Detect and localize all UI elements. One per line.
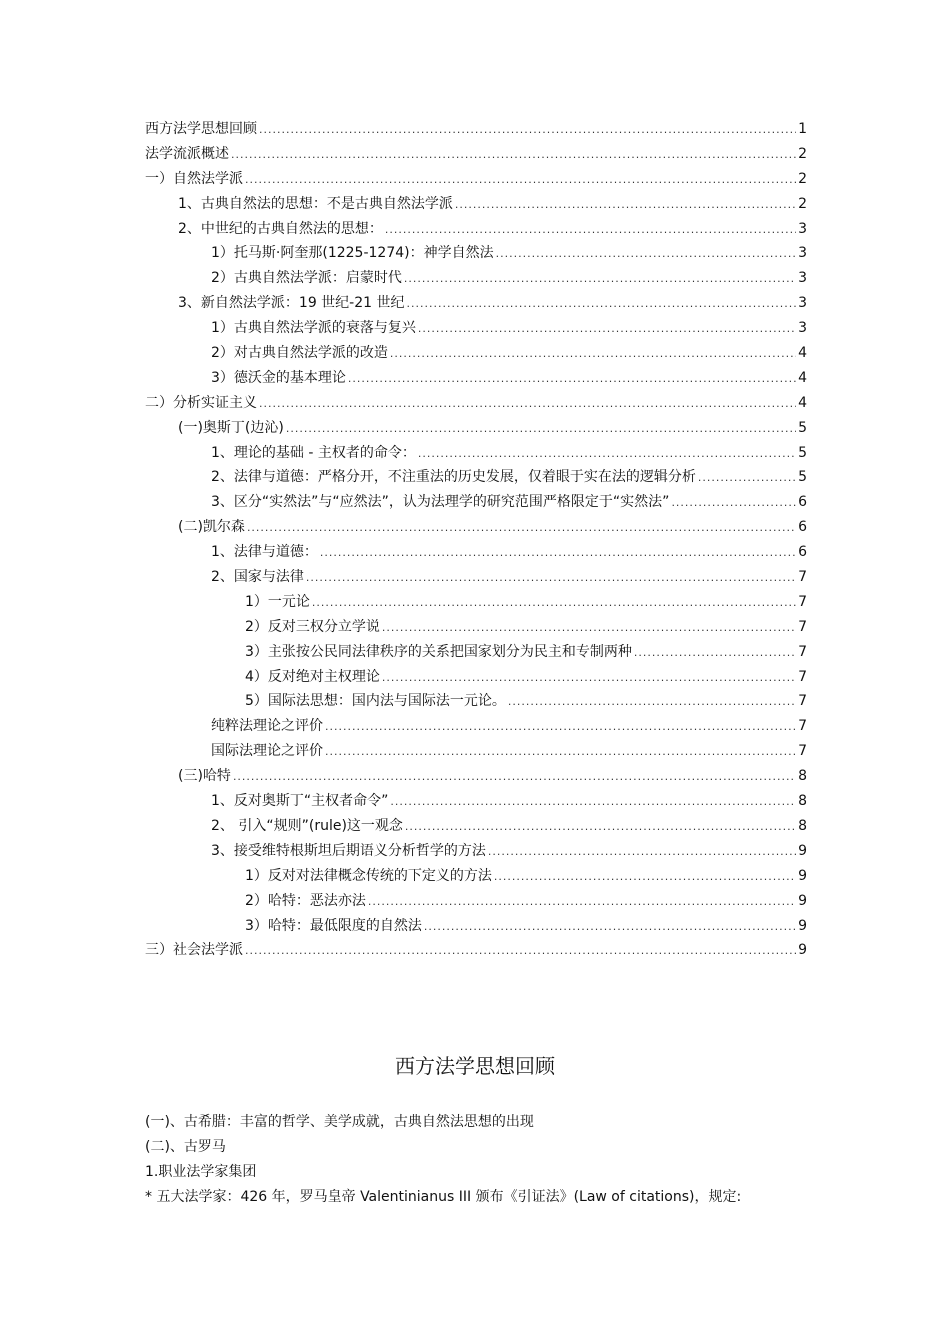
- toc-leader-dots: [368, 890, 796, 915]
- toc-entry[interactable]: [145, 565, 807, 590]
- toc-entry[interactable]: [145, 515, 807, 540]
- toc-entry-text: 二）分析实证主义: [145, 394, 257, 411]
- toc-entry-text: 1）反对对法律概念传统的下定义的方法: [245, 867, 492, 884]
- toc-entry-text: 2、中世纪的古典自然法的思想：: [178, 220, 383, 237]
- toc-entry[interactable]: [145, 789, 807, 814]
- toc-leader-dots: [385, 218, 796, 243]
- toc-leader-dots: [488, 840, 796, 865]
- toc-leader-dots: [494, 865, 796, 890]
- toc-leader-dots: [405, 815, 796, 840]
- toc-entry-text: 西方法学思想回顾: [145, 121, 257, 137]
- toc-leader-dots: [671, 491, 796, 516]
- toc-entry[interactable]: [145, 217, 807, 242]
- toc-page-number: 9: [798, 867, 807, 884]
- toc-entry[interactable]: [145, 316, 807, 341]
- toc-entry[interactable]: [145, 714, 807, 739]
- toc-leader-dots: [382, 666, 796, 691]
- toc-leader-dots: [320, 541, 796, 566]
- toc-leader-dots: [325, 715, 796, 740]
- toc-leader-dots: [245, 939, 796, 964]
- toc-entry-text: 1、反对奥斯丁“主权者命令”: [211, 793, 389, 810]
- toc-page-number: 1: [798, 121, 807, 137]
- toc-page-number: 7: [798, 743, 807, 760]
- paragraph: 1.职业法学家集团: [145, 1164, 257, 1180]
- toc-leader-dots: [455, 193, 796, 218]
- toc-entry[interactable]: [145, 465, 807, 490]
- toc-entry[interactable]: [145, 839, 807, 864]
- toc-page-number: 8: [798, 768, 807, 785]
- toc-page-number: 7: [798, 693, 807, 710]
- toc-entry[interactable]: [145, 366, 807, 391]
- toc-entry-text: 4）反对绝对主权理论: [245, 668, 380, 685]
- toc-page-number: 7: [798, 569, 807, 586]
- toc-entry[interactable]: [145, 590, 807, 615]
- toc-entry[interactable]: [145, 341, 807, 366]
- toc-entry-text: 2、国家与法律: [211, 569, 304, 586]
- toc-page-number: 3: [798, 220, 807, 237]
- toc-page-number: 5: [798, 444, 807, 461]
- toc-entry[interactable]: [145, 441, 807, 466]
- paragraph: (二)、古罗马: [145, 1139, 226, 1155]
- toc-page-number: 2: [798, 170, 807, 187]
- toc-leader-dots: [259, 392, 796, 417]
- paragraph: (一)、古希腊：丰富的哲学、美学成就，古典自然法思想的出现: [145, 1114, 534, 1130]
- toc-entry[interactable]: [145, 665, 807, 690]
- toc-leader-dots: [231, 143, 796, 168]
- toc-leader-dots: [312, 591, 796, 616]
- toc-page-number: 5: [798, 469, 807, 486]
- toc-entry-text: 2）反对三权分立学说: [245, 618, 380, 635]
- toc-page-number: 9: [798, 892, 807, 909]
- toc-leader-dots: [407, 292, 797, 317]
- toc-page-number: 6: [798, 544, 807, 561]
- toc-page-number: 9: [798, 917, 807, 934]
- table-of-contents: [145, 117, 807, 963]
- toc-entry[interactable]: [145, 167, 807, 192]
- toc-page-number: 4: [798, 345, 807, 362]
- toc-page-number: 7: [798, 618, 807, 635]
- toc-leader-dots: [259, 118, 796, 143]
- toc-entry[interactable]: [145, 142, 807, 167]
- toc-page-number: 3: [798, 245, 807, 262]
- toc-leader-dots: [424, 915, 796, 940]
- toc-entry[interactable]: [145, 689, 807, 714]
- toc-page-number: 9: [798, 842, 807, 859]
- toc-page-number: 6: [798, 519, 807, 536]
- toc-entry[interactable]: [145, 490, 807, 515]
- toc-entry-text: 1）一元论: [245, 593, 310, 610]
- toc-entry-text: 1、理论的基础 - 主权者的命令：: [211, 444, 416, 461]
- toc-entry[interactable]: [145, 241, 807, 266]
- toc-entry-text: 5）国际法思想：国内法与国际法一元论。: [245, 693, 506, 710]
- toc-leader-dots: [698, 466, 796, 491]
- toc-page-number: 2: [798, 145, 807, 162]
- toc-page-number: 4: [798, 394, 807, 411]
- toc-entry-text: 国际法理论之评价: [211, 743, 323, 760]
- toc-entry[interactable]: [145, 739, 807, 764]
- toc-entry-text: 2、 引入“规则”(rule)这一观念: [211, 817, 403, 834]
- toc-entry[interactable]: [145, 416, 807, 441]
- toc-leader-dots: [382, 616, 796, 641]
- toc-entry-text: 1、法律与道德：: [211, 544, 318, 561]
- toc-page-number: 4: [798, 369, 807, 386]
- toc-leader-dots: [418, 317, 796, 342]
- toc-entry[interactable]: [145, 291, 807, 316]
- toc-leader-dots: [404, 267, 796, 292]
- toc-entry-text: 一）自然法学派: [145, 170, 243, 187]
- toc-entry-text: 2）哈特：恶法亦法: [245, 892, 366, 909]
- toc-leader-dots: [348, 367, 796, 392]
- toc-entry[interactable]: [145, 814, 807, 839]
- paragraph: * 五大法学家：426 年，罗马皇帝 Valentinianus III 颁布《引证法》(Law of citations)，规定:: [145, 1189, 742, 1205]
- toc-entry[interactable]: [145, 117, 807, 142]
- toc-entry[interactable]: [145, 391, 807, 416]
- toc-leader-dots: [306, 566, 796, 591]
- toc-leader-dots: [418, 442, 796, 467]
- body-text: [145, 1110, 807, 1210]
- toc-entry[interactable]: [145, 615, 807, 640]
- toc-page-number: 5: [798, 419, 807, 436]
- toc-entry-text: (三)哈特: [178, 768, 231, 785]
- toc-entry-text: 2、法律与道德：严格分开，不注重法的历史发展，仅着眼于实在法的逻辑分析: [211, 469, 696, 486]
- toc-page-number: 7: [798, 718, 807, 735]
- toc-entry[interactable]: [145, 540, 807, 565]
- toc-entry[interactable]: [145, 764, 807, 789]
- toc-page-number: 7: [798, 593, 807, 610]
- toc-entry-text: 纯粹法理论之评价: [211, 718, 323, 735]
- toc-entry[interactable]: [145, 938, 807, 963]
- toc-entry-text: 3、接受维特根斯坦后期语义分析哲学的方法: [211, 842, 486, 859]
- toc-leader-dots: [390, 790, 796, 815]
- toc-entry-text: 2）对古典自然法学派的改造: [211, 345, 388, 362]
- toc-page-number: 8: [798, 817, 807, 834]
- toc-page-number: 6: [798, 494, 807, 511]
- toc-entry[interactable]: [145, 192, 807, 217]
- toc-page-number: 7: [798, 668, 807, 685]
- toc-leader-dots: [286, 417, 796, 442]
- toc-leader-dots: [233, 765, 796, 790]
- toc-page-number: 9: [798, 942, 807, 959]
- toc-page-number: 7: [798, 643, 807, 660]
- toc-entry-text: 3、新自然法学派：19 世纪-21 世纪: [178, 295, 405, 312]
- toc-entry-text: 1）托马斯·阿奎那(1225-1274)：神学自然法: [211, 245, 494, 262]
- toc-entry-text: (二)凯尔森: [178, 519, 245, 536]
- document-title: 西方法学思想回顾: [395, 1054, 555, 1078]
- toc-entry-text: 法学流派概述: [145, 145, 229, 162]
- toc-entry[interactable]: [145, 864, 807, 889]
- toc-entry-text: 3）德沃金的基本理论: [211, 369, 346, 386]
- toc-page-number: 8: [798, 793, 807, 810]
- toc-page-number: 2: [798, 195, 807, 212]
- toc-leader-dots: [390, 342, 796, 367]
- toc-entry[interactable]: [145, 640, 807, 665]
- toc-leader-dots: [247, 516, 796, 541]
- toc-entry[interactable]: [145, 266, 807, 291]
- toc-page-number: 3: [798, 295, 807, 312]
- toc-page-number: 3: [798, 320, 807, 337]
- toc-leader-dots: [245, 168, 796, 193]
- toc-entry-text: 1、古典自然法的思想：不是古典自然法学派: [178, 195, 453, 212]
- toc-entry-text: 三）社会法学派: [145, 942, 243, 959]
- toc-entry[interactable]: [145, 914, 807, 939]
- toc-entry[interactable]: [145, 889, 807, 914]
- toc-leader-dots: [508, 690, 796, 715]
- toc-leader-dots: [634, 641, 796, 666]
- toc-leader-dots: [325, 740, 796, 765]
- toc-entry-text: 2）古典自然法学派：启蒙时代: [211, 270, 402, 287]
- toc-leader-dots: [496, 242, 796, 267]
- toc-entry-text: 1）古典自然法学派的衰落与复兴: [211, 320, 416, 337]
- toc-entry-text: 3、区分“实然法”与“应然法”，认为法理学的研究范围严格限定于“实然法”: [211, 494, 670, 511]
- toc-entry-text: 3）主张按公民同法律秩序的关系把国家划分为民主和专制两种: [245, 643, 632, 660]
- toc-entry-text: (一)奥斯丁(边沁): [178, 419, 284, 436]
- toc-entry-text: 3）哈特：最低限度的自然法: [245, 917, 422, 934]
- toc-page-number: 3: [798, 270, 807, 287]
